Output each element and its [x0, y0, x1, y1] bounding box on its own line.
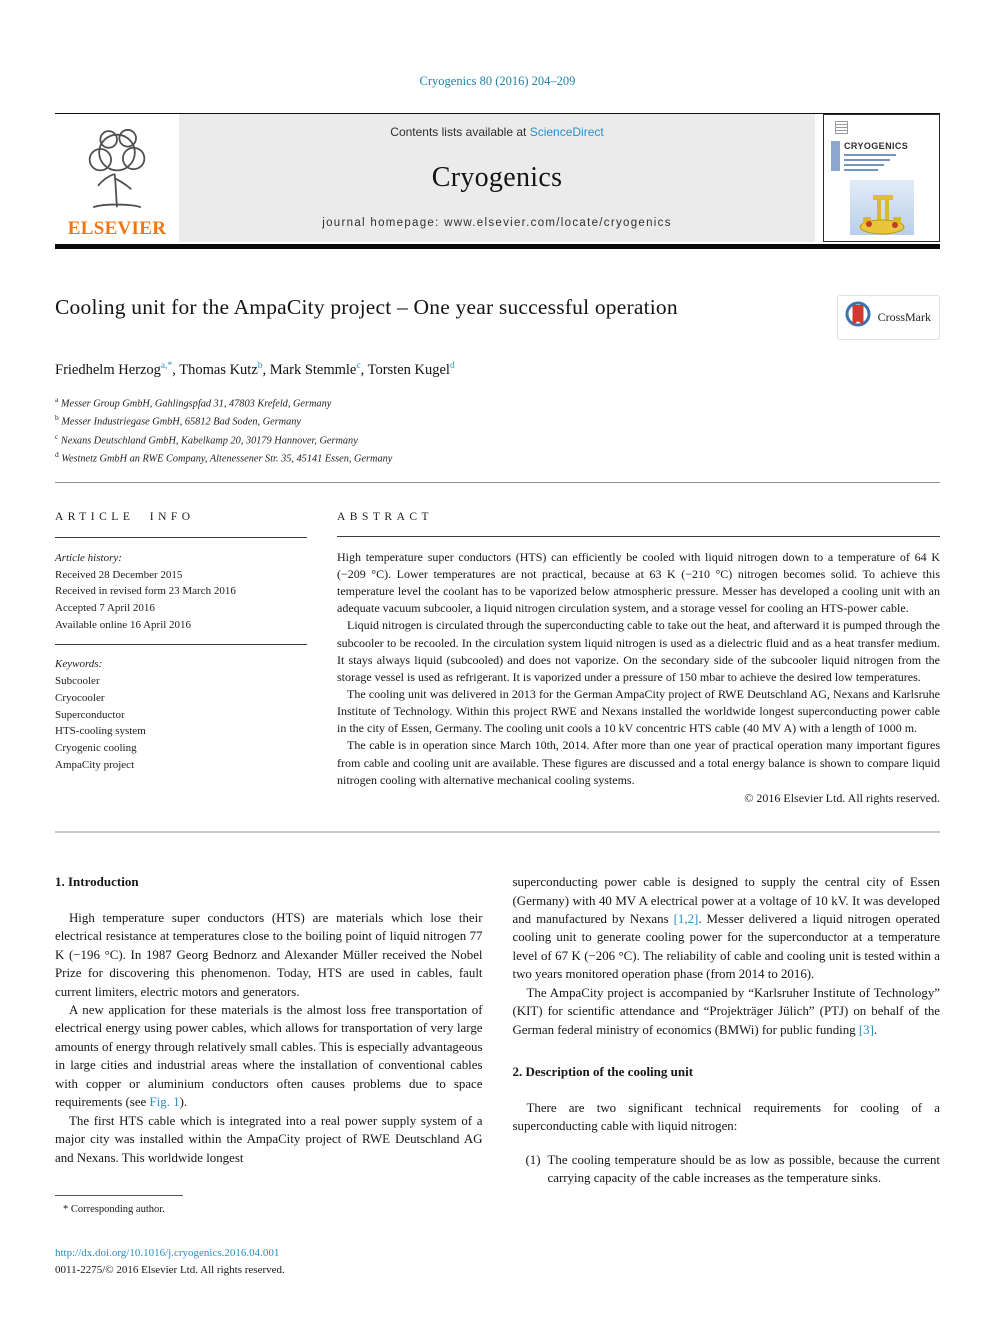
history-line: Available online 16 April 2016	[55, 618, 192, 631]
elsevier-wordmark: ELSEVIER	[67, 218, 167, 239]
paragraph-text: superconducting power cable is designed to supply the central city of Essen (Germany) with 40 MV A electrical power at a voltage of 10 kV. It was developed and manufactured by Nexans	[512, 875, 940, 927]
journal-header	[55, 113, 940, 242]
affiliation-sup: a	[55, 394, 59, 404]
abstract-column	[337, 509, 940, 807]
contents-text: Contents lists available at	[390, 125, 530, 139]
crossmark-label: CrossMark	[877, 310, 931, 324]
paragraph-text: . Messer delivered a liquid nitrogen operated cooling unit to generate cooling power for the superconductor at a temperature level of 67 K (−206 °C). The reliability of cable and cooling unit is tested within a two years monitored operation phase (from 2014 to 2016).	[512, 912, 940, 982]
issn-copyright-line: 0011-2275/© 2016 Elsevier Ltd. All rights reserved.	[55, 1264, 285, 1277]
keyword: HTS-cooling system	[55, 725, 146, 738]
affiliation-sup: c	[55, 431, 59, 441]
body-paragraph	[55, 1001, 483, 1112]
section-heading-introduction: 1. Introduction	[55, 874, 139, 890]
body-paragraph: The first HTS cable which is integrated into a real power supply system of a major city was installed within the AmpaCity project of RWE Deutschland AG and Nexans. This worldwide longest	[55, 1113, 483, 1165]
author-sup[interactable]: b	[257, 361, 263, 371]
abstract-paragraph: Liquid nitrogen is circulated through the superconducting cable to take out the heat, and afterward it is pumped through the subcooler to be recooled. In the circulation system liquid nitrogen is used as a dielectric fluid and as a heat transfer medium. It stays always liquid (subcooled) and does not vaporize. On the secondary side of the subcooler liquid nitrogen from the storage vessel is used as refrigerant. It is vaporized under a pressure of 150 mbar to achieve the desired low temperatures.	[337, 618, 940, 684]
affiliation-sup: d	[55, 449, 59, 459]
article-info-column	[55, 509, 307, 807]
affiliation	[55, 412, 940, 430]
journal-title: Cryogenics	[431, 162, 563, 193]
author	[55, 362, 176, 378]
journal-banner	[179, 114, 815, 242]
contents-line	[179, 125, 815, 139]
article-body	[55, 873, 940, 1279]
affiliation	[55, 449, 940, 467]
abstract-paragraph: High temperature super conductors (HTS) can efficiently be cooled with liquid nitrogen down to a temperature of 64 K (−209 °C). Lower temperatures are not practical, because at 63 K (−210 °C) nitrogen becomes solid. To achieve this temperature level the coolant has to be vaporized below atmospheric pressure. Messer has developed a cooling unit with an adequate vacuum subcooler, a liquid nitrogen circulation system, and a storage vessel for cooling an HTS-power cable.	[337, 549, 940, 616]
author-name: Mark Stemmle	[269, 361, 357, 378]
heading-rule	[55, 537, 307, 538]
header-divider-bar	[55, 244, 940, 249]
elsevier-logo[interactable]	[55, 114, 179, 242]
body-left-column	[55, 873, 483, 1279]
body-paragraph	[513, 873, 941, 984]
keyword: Cryogenic cooling	[55, 741, 137, 754]
body-right-column	[513, 873, 941, 1279]
doi-link[interactable]: http://dx.doi.org/10.1016/j.cryogenics.2016.04.001	[55, 1247, 280, 1260]
author-sup[interactable]: a,*	[160, 361, 173, 371]
history-line: Accepted 7 April 2016	[55, 601, 155, 614]
keyword: Superconductor	[55, 708, 125, 721]
sciencedirect-link[interactable]: ScienceDirect	[529, 125, 604, 139]
author-sup[interactable]: c	[356, 361, 361, 371]
journal-citation[interactable]: Cryogenics 80 (2016) 204–209	[419, 74, 576, 88]
keyword: AmpaCity project	[55, 758, 135, 771]
copyright-line: © 2016 Elsevier Ltd. All rights reserved.	[744, 790, 940, 805]
article-info-heading: ARTICLE INFO	[55, 511, 195, 524]
history-label: Article history:	[55, 551, 122, 564]
affiliation-text: Messer Industriegase GmbH, 65812 Bad Soden, Germany	[61, 416, 301, 428]
footnote-marker: *	[63, 1204, 69, 1216]
numbered-list-item	[513, 1151, 941, 1188]
author-separator: ,	[360, 361, 365, 378]
heading-rule	[337, 536, 940, 537]
cover-bullet-lines	[844, 154, 908, 171]
affiliation	[55, 431, 940, 449]
list-item-text: The cooling temperature should be as low as possible, because the current carrying capacity of the cable increases as the temperature sinks.	[547, 1152, 940, 1186]
reference-link-3[interactable]: [3]	[858, 1022, 874, 1037]
abstract-paragraph: The cooling unit was delivered in 2013 for the German AmpaCity project of RWE Deutschland AG, Nexans and Karlsruhe Institute of Technology. Within this project RWE and Nexans installed the worldwide longest superconducting power cable in the city of Essen, Germany. The cooling unit cools a 10 kV concentric HTS cable (40 MV A) with a length of 1000 m.	[337, 687, 940, 736]
author-sup[interactable]: d	[449, 361, 455, 371]
paragraph-text: The AmpaCity project is accompanied by “Karlsruher Institute of Technology” (KIT) for scientific attendance and “Projekträger Jülich” (PTJ) on behalf of the German federal ministry of economics (BMWi) for public funding	[512, 985, 940, 1037]
body-paragraph	[513, 984, 941, 1039]
cover-blue-band	[831, 141, 840, 171]
body-paragraph: High temperature super conductors (HTS) are materials which lose their electrical resistance at temperatures close to the boiling point of liquid nitrogen 77 K (−196 °C). In 1987 Georg Bednorz and Alexander Müller received the Nobel Prize for discovering this phenomenon. Today, HTS are used in cables, fault current limiters, electric motors and generators.	[55, 910, 483, 999]
affiliation-text: Westnetz GmbH an RWE Company, Altenessener Str. 35, 45141 Essen, Germany	[61, 453, 393, 465]
info-divider-rule	[55, 644, 307, 645]
figure-1-link[interactable]: Fig. 1	[149, 1095, 180, 1110]
cover-title: CRYOGENICS	[844, 140, 909, 151]
author-separator: ,	[262, 361, 267, 378]
author	[368, 362, 455, 378]
affiliation	[55, 394, 940, 412]
reference-link-1-2[interactable]: [1,2]	[673, 912, 699, 927]
abstract-heading: ABSTRACT	[337, 511, 434, 524]
author-separator: ,	[172, 361, 176, 378]
keyword: Cryocooler	[55, 691, 105, 704]
corresponding-author-footnote	[55, 1202, 483, 1217]
abstract-paragraph: The cable is in operation since March 10th, 2014. After more than one year of practical operation many important figures from cable and cooling unit are available. These figures are discussed and a total energy balance is shown to compare liquid nitrogen cooling with alternative mechanical cooling systems.	[337, 738, 940, 787]
elsevier-tree-icon	[78, 124, 156, 217]
author-name: Torsten Kugel	[367, 361, 450, 378]
body-paragraph: There are two significant technical requirements for cooling of a superconducting cable with liquid nitrogen:	[512, 1100, 940, 1134]
author-name: Friedhelm Herzog	[55, 361, 161, 378]
author	[179, 362, 266, 378]
title-row	[55, 295, 940, 340]
affiliation-sup: b	[55, 413, 59, 423]
footnote-rule	[55, 1195, 183, 1196]
cover-title-block	[831, 141, 932, 171]
paragraph-text: A new application for these materials is the almost loss free transportation of electrical energy using power cables, which allows for transportation of very large amounts of energy through relatively small cables. This is especially advantageous in large cities and industrial areas where the installation of conventional cables with copper or aluminium conductors often causes problems due to space requirements (see	[55, 1002, 483, 1110]
article-title: Cooling unit for the AmpaCity project – One year successful operation	[55, 295, 678, 319]
footer-block	[55, 1245, 483, 1279]
author	[270, 362, 364, 378]
journal-homepage-link[interactable]: journal homepage: www.elsevier.com/locate/cryogenics	[322, 217, 672, 229]
keyword: Subcooler	[55, 675, 100, 688]
crossmark-badge[interactable]	[837, 295, 940, 340]
cover-elsevier-mark	[835, 121, 848, 134]
cover-image	[850, 180, 914, 235]
author-name: Thomas Kutz	[179, 361, 258, 378]
crossmark-icon	[843, 300, 873, 335]
paragraph-text: .	[873, 1022, 878, 1037]
affiliation-text: Nexans Deutschland GmbH, Kabelkamp 20, 30179 Hannover, Germany	[60, 435, 358, 446]
affiliations	[55, 394, 940, 468]
section-divider-rule	[55, 831, 940, 833]
paragraph-text: ).	[179, 1095, 188, 1110]
history-line: Received in revised form 23 March 2016	[55, 585, 236, 598]
keywords-label: Keywords:	[55, 658, 103, 671]
info-abstract-section	[55, 483, 940, 807]
journal-cover-thumbnail[interactable]	[823, 114, 940, 242]
footnote-text: Corresponding author.	[70, 1204, 165, 1216]
affiliation-text: Messer Group GmbH, Gahlingspfad 31, 47803 Krefeld, Germany	[60, 398, 332, 410]
history-line: Received 28 December 2015	[55, 568, 183, 581]
list-item-marker: (1)	[525, 1152, 541, 1167]
section-heading-description: 2. Description of the cooling unit	[512, 1064, 694, 1080]
author-line	[55, 361, 940, 379]
